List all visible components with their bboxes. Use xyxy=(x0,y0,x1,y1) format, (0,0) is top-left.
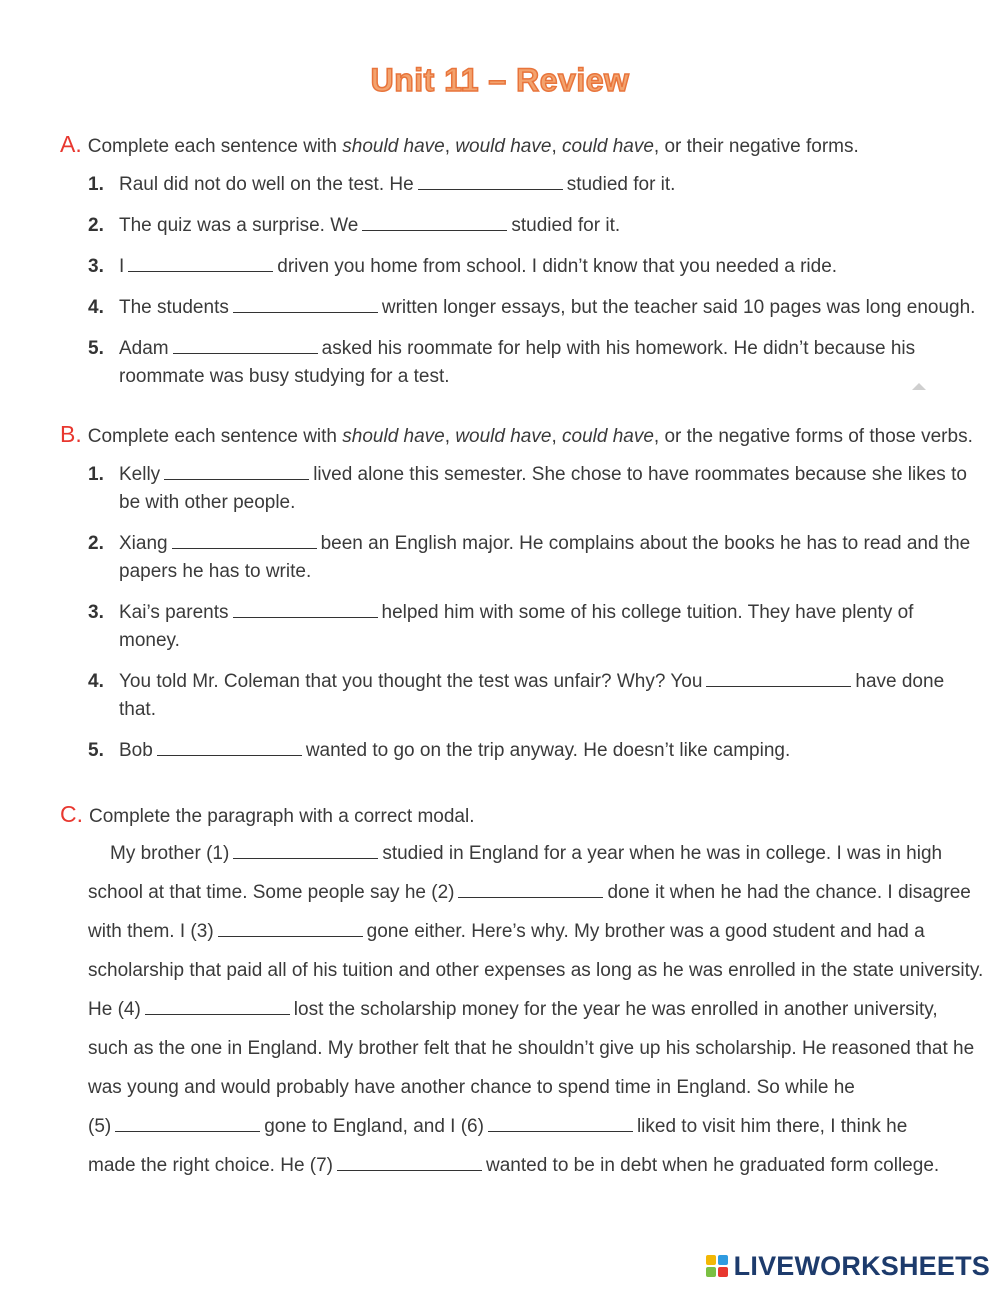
question-text: been an English major. He complains about the books he has to read and the xyxy=(320,533,971,554)
question-text: driven you home from school. I didn’t know that you needed a ride. xyxy=(277,256,838,277)
question-number: 3. xyxy=(88,256,104,277)
instr-text: , or the negative forms of those verbs. xyxy=(653,426,973,447)
answer-blank[interactable] xyxy=(233,311,378,313)
question-text: asked his roommate for help with his homework. He didn’t because his xyxy=(321,338,916,359)
instr-modal: should have xyxy=(342,136,445,157)
paragraph-text: done it when he had the chance. I disagree xyxy=(607,882,971,903)
paragraph-line-7 xyxy=(88,1077,855,1099)
instr-text: Complete each sentence with xyxy=(87,136,343,157)
question-number: 4. xyxy=(88,297,104,318)
question-text: Kelly xyxy=(119,464,161,485)
paragraph-text: gone either. Here’s why. My brother was a good student and had a xyxy=(366,921,925,942)
question-text: money. xyxy=(119,630,180,651)
question-text: wanted to go on the trip anyway. He doesn’t like camping. xyxy=(305,740,791,761)
instr-text: Complete the paragraph with a correct modal. xyxy=(89,806,475,827)
paragraph-text: school at that time. Some people say he (2) xyxy=(88,882,455,903)
question-text: Adam xyxy=(119,338,169,359)
question-text: Kai’s parents xyxy=(119,602,229,623)
logo-text: LIVEWORKSHEETS xyxy=(733,1250,990,1281)
answer-blank-5[interactable] xyxy=(115,1130,260,1132)
logo-square-icon xyxy=(706,1267,716,1277)
paragraph-line-6 xyxy=(88,1038,974,1060)
question-text: roommate was busy studying for a test. xyxy=(119,366,450,387)
question-text: studied for it. xyxy=(511,215,621,236)
answer-blank[interactable] xyxy=(706,685,851,687)
paragraph-line-1 xyxy=(110,843,942,865)
paragraph-text: with them. I (3) xyxy=(88,921,214,942)
paragraph-text: studied in England for a year when he was in college. I was in high xyxy=(382,843,943,864)
answer-blank[interactable] xyxy=(233,616,378,618)
instr-sep: , xyxy=(444,426,456,447)
logo-mark-icon xyxy=(706,1255,728,1277)
page-title: Unit 11 – Review xyxy=(370,62,630,98)
question-text: lived alone this semester. She chose to have roommates because she likes to xyxy=(313,464,967,485)
question-text: studied for it. xyxy=(566,174,676,195)
instr-text: Complete each sentence with xyxy=(87,426,343,447)
answer-blank[interactable] xyxy=(172,547,317,549)
section-a-instructions xyxy=(60,131,859,158)
paragraph-line-5 xyxy=(88,999,938,1021)
question-number: 4. xyxy=(88,671,104,692)
question-text: written longer essays, but the teacher said 10 pages was long enough. xyxy=(381,297,976,318)
answer-blank[interactable] xyxy=(362,229,507,231)
question-text: I xyxy=(119,256,125,277)
paragraph-text: scholarship that paid all of his tuition and other expenses as long as he was enrolled in the state university. xyxy=(88,960,984,981)
section-b-letter: B. xyxy=(60,421,82,447)
paragraph-text: made the right choice. He (7) xyxy=(88,1155,334,1176)
instr-modal: could have xyxy=(562,136,654,157)
section-a-letter: A. xyxy=(60,131,82,157)
paragraph-text: liked to visit him there, I think he xyxy=(636,1116,908,1137)
question-text: Raul did not do well on the test. He xyxy=(119,174,414,195)
question-text: have done xyxy=(855,671,945,692)
question-number: 3. xyxy=(88,602,104,623)
question-number: 1. xyxy=(88,464,104,485)
instr-sep: , xyxy=(444,136,456,157)
paragraph-text: He (4) xyxy=(88,999,141,1020)
paragraph-text: gone to England, and I (6) xyxy=(264,1116,484,1137)
question-number: 2. xyxy=(88,215,104,236)
paragraph-text: wanted to be in debt when he graduated form college. xyxy=(486,1155,940,1176)
section-b-instructions xyxy=(60,421,973,448)
paragraph-text: lost the scholarship money for the year he was enrolled in another university, xyxy=(293,999,938,1020)
answer-blank[interactable] xyxy=(173,352,318,354)
section-c-instructions xyxy=(60,801,474,828)
instr-modal: could have xyxy=(562,426,654,447)
answer-blank-2[interactable] xyxy=(458,896,603,898)
instr-text: , or their negative forms. xyxy=(653,136,859,157)
question-text: Bob xyxy=(119,740,153,761)
question-text: The quiz was a surprise. We xyxy=(119,215,359,236)
paragraph-text: (5) xyxy=(88,1116,112,1137)
answer-blank[interactable] xyxy=(157,754,302,756)
answer-blank-3[interactable] xyxy=(218,935,363,937)
answer-blank[interactable] xyxy=(164,478,309,480)
answer-blank-7[interactable] xyxy=(337,1169,482,1171)
paragraph-line-9 xyxy=(88,1155,939,1177)
answer-blank[interactable] xyxy=(128,270,273,272)
instr-modal: should have xyxy=(342,426,445,447)
paragraph-text: My brother (1) xyxy=(110,843,230,864)
question-text: helped him with some of his college tuition. They have plenty of xyxy=(381,602,914,623)
paragraph-text: such as the one in England. My brother felt that he shouldn’t give up his scholarship. He reasoned that he xyxy=(88,1038,975,1059)
question-number: 5. xyxy=(88,338,104,359)
instr-modal: would have xyxy=(455,136,552,157)
question-text: Xiang xyxy=(119,533,168,554)
paragraph-line-2 xyxy=(88,882,971,904)
answer-blank-6[interactable] xyxy=(488,1130,633,1132)
liveworksheets-logo[interactable] xyxy=(706,1251,990,1281)
question-number: 1. xyxy=(88,174,104,195)
question-text: that. xyxy=(119,699,156,720)
answer-blank-1[interactable] xyxy=(233,857,378,859)
section-c-letter: C. xyxy=(60,801,83,827)
question-text: You told Mr. Coleman that you thought the test was unfair? Why? You xyxy=(119,671,703,692)
instr-modal: would have xyxy=(455,426,552,447)
question-text: papers he has to write. xyxy=(119,561,312,582)
paragraph-line-4 xyxy=(88,960,983,982)
paragraph-line-3 xyxy=(88,921,925,943)
paragraph-line-8 xyxy=(88,1116,907,1138)
question-number: 5. xyxy=(88,740,104,761)
question-text: be with other people. xyxy=(119,492,296,513)
logo-square-icon xyxy=(706,1255,716,1265)
answer-blank-4[interactable] xyxy=(145,1013,290,1015)
question-number: 2. xyxy=(88,533,104,554)
logo-square-icon xyxy=(718,1267,728,1277)
instr-sep: , xyxy=(551,136,562,157)
paragraph-text: was young and would probably have another chance to spend time in England. So while he xyxy=(88,1077,855,1098)
instr-sep: , xyxy=(551,426,562,447)
answer-blank[interactable] xyxy=(418,188,563,190)
logo-square-icon xyxy=(718,1255,728,1265)
scroll-up-icon xyxy=(912,383,926,390)
question-text: The students xyxy=(119,297,229,318)
